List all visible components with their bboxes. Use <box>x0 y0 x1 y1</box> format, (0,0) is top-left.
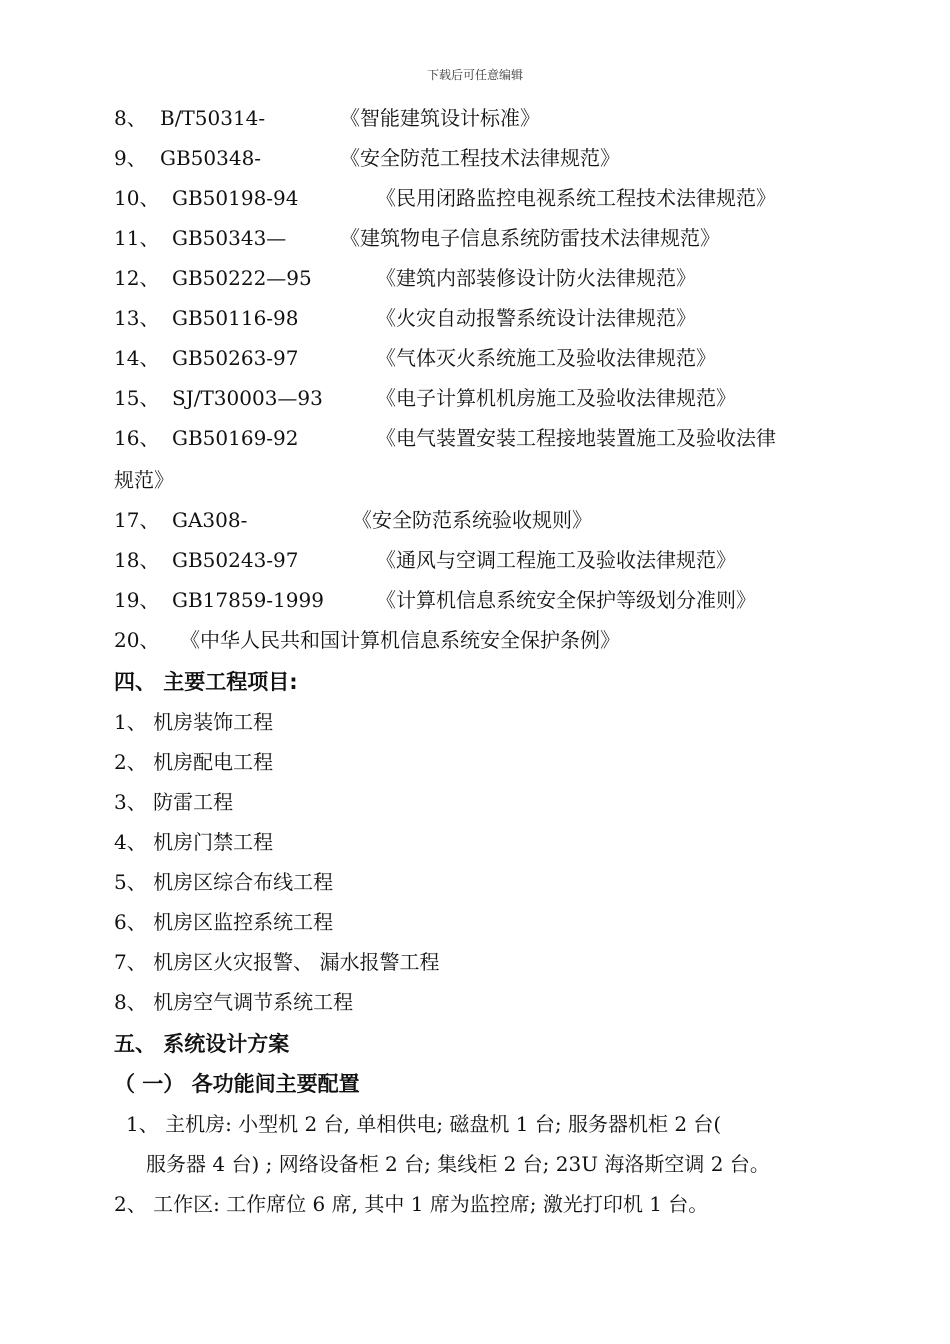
standard-item <box>114 426 776 450</box>
standard-item <box>114 146 620 170</box>
list-item: 1、 机房装饰工程 <box>114 710 274 734</box>
list-item: 3、 防雷工程 <box>114 790 234 814</box>
standard-code: GB50198-94 <box>172 186 299 210</box>
list-item: 4、 机房门禁工程 <box>114 830 274 854</box>
standard-title: 《安全防范工程技术法律规范》 <box>340 146 620 170</box>
standard-title: 《民用闭路监控电视系统工程技术法律规范》 <box>376 186 776 210</box>
standard-code: GB50263-97 <box>172 346 299 370</box>
standard-code: GB50222—95 <box>172 266 312 290</box>
standard-item <box>114 508 592 532</box>
standard-title: 《安全防范系统验收规则》 <box>352 508 592 532</box>
standard-item <box>114 306 696 330</box>
item-number: 12、 <box>114 266 160 290</box>
standard-title: 《通风与空调工程施工及验收法律规范》 <box>376 548 736 572</box>
standard-item <box>114 588 756 612</box>
standard-title: 《火灾自动报警系统设计法律规范》 <box>376 306 696 330</box>
item-number: 8、 <box>114 106 147 130</box>
standard-item <box>114 266 696 290</box>
standard-code: GB17859-1999 <box>172 588 324 612</box>
paragraph-line: 服务器 4 台) ; 网络设备柜 2 台; 集线柜 2 台; 23U 海洛斯空调 2 台。 <box>146 1152 770 1176</box>
standard-item <box>114 226 720 250</box>
standard-title-continuation: 规范》 <box>114 468 174 492</box>
standard-title: 《电子计算机机房施工及验收法律规范》 <box>376 386 736 410</box>
standard-title: 《智能建筑设计标准》 <box>340 106 540 130</box>
page-header: 下载后可任意编辑 <box>426 68 523 82</box>
list-item: 7、 机房区火灾报警、 漏水报警工程 <box>114 950 440 974</box>
standard-title: 《建筑内部装修设计防火法律规范》 <box>376 266 696 290</box>
standard-code: GB50116-98 <box>172 306 299 330</box>
standard-title: 《建筑物电子信息系统防雷技术法律规范》 <box>340 226 720 250</box>
standard-item <box>114 106 540 130</box>
item-number: 10、 <box>114 186 160 210</box>
list-item: 8、 机房空气调节系统工程 <box>114 990 354 1014</box>
standard-item <box>114 548 736 572</box>
list-item: 6、 机房区监控系统工程 <box>114 910 334 934</box>
section-heading: 四、 主要工程项目: <box>114 670 298 694</box>
standard-title: 《气体灭火系统施工及验收法律规范》 <box>376 346 716 370</box>
item-number: 18、 <box>114 548 160 572</box>
standard-title: 《中华人民共和国计算机信息系统安全保护条例》 <box>180 628 620 652</box>
standard-code: GB50343— <box>172 226 287 250</box>
item-number: 16、 <box>114 426 160 450</box>
item-number: 15、 <box>114 386 160 410</box>
standard-code: SJ/T30003—93 <box>172 386 323 410</box>
section-heading: 五、 系统设计方案 <box>114 1032 290 1056</box>
standard-item <box>114 628 620 652</box>
item-number: 9、 <box>114 146 147 170</box>
standard-item <box>114 186 776 210</box>
paragraph-line: 1、 主机房: 小型机 2 台, 单相供电; 磁盘机 1 台; 服务器机柜 2 台( <box>126 1112 722 1136</box>
standard-title: 《电气装置安装工程接地装置施工及验收法律 <box>376 426 776 450</box>
paragraph-line: 2、 工作区: 工作席位 6 席, 其中 1 席为监控席; 激光打印机 1 台。 <box>114 1192 709 1216</box>
item-number: 11、 <box>114 226 160 250</box>
standard-code: GB50243-97 <box>172 548 299 572</box>
standard-code: GB50348- <box>160 146 262 170</box>
standard-item <box>114 346 716 370</box>
item-number: 13、 <box>114 306 160 330</box>
standard-code: GB50169-92 <box>172 426 299 450</box>
standard-code: GA308- <box>172 508 248 532</box>
subsection-heading: （ 一） 各功能间主要配置 <box>114 1072 360 1096</box>
list-item: 5、 机房区综合布线工程 <box>114 870 334 894</box>
standard-title: 《计算机信息系统安全保护等级划分准则》 <box>376 588 756 612</box>
standard-item <box>114 386 736 410</box>
standard-code: B/T50314- <box>160 106 266 130</box>
list-item: 2、 机房配电工程 <box>114 750 274 774</box>
item-number: 17、 <box>114 508 160 532</box>
item-number: 20、 <box>114 628 160 652</box>
item-number: 19、 <box>114 588 160 612</box>
item-number: 14、 <box>114 346 160 370</box>
